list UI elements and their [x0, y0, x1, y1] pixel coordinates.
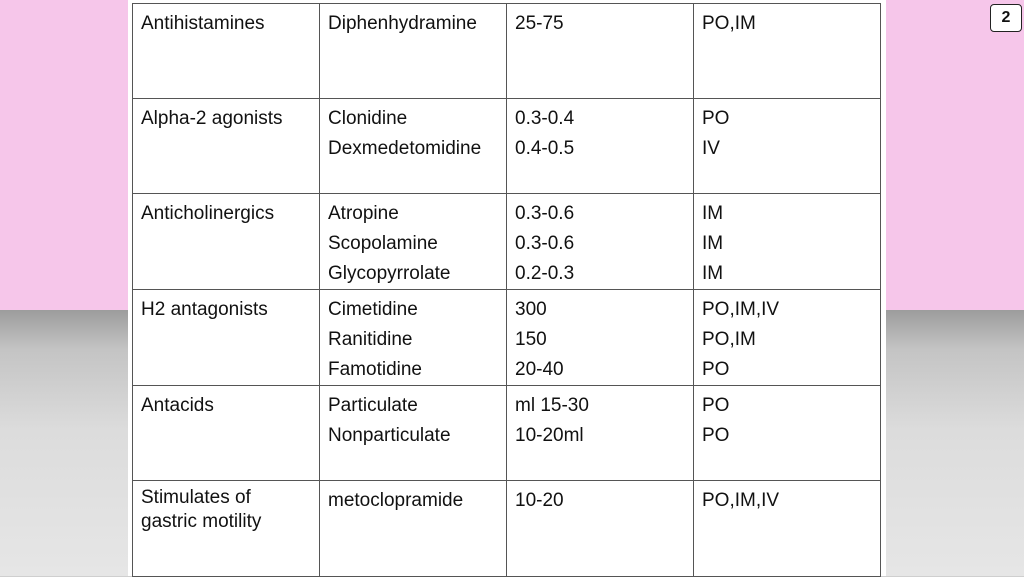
drug-name-cell-line: Diphenhydramine — [328, 13, 477, 34]
route-cell — [694, 194, 881, 290]
drug-name-cell-line: Nonparticulate — [328, 425, 451, 446]
drug-name-cell — [320, 194, 507, 290]
table-row — [133, 99, 881, 194]
drug-name-cell-line: metoclopramide — [328, 490, 464, 511]
dose-cell-line: 300 — [515, 299, 547, 320]
drug-name-cell-line: Scopolamine — [328, 233, 438, 254]
dose-cell — [507, 290, 694, 386]
drug-class-cell — [133, 386, 320, 481]
route-cell-line: PO — [702, 425, 730, 446]
table-row — [133, 386, 881, 481]
page-number-badge — [990, 4, 1022, 32]
table-row — [133, 194, 881, 290]
drug-name-cell — [320, 99, 507, 194]
route-cell-line: PO — [702, 108, 730, 129]
drug-name-cell-line: Particulate — [328, 395, 418, 416]
dose-cell-line: 20-40 — [515, 359, 564, 380]
route-cell-line: PO — [702, 359, 730, 380]
route-cell-line: IM — [702, 263, 724, 284]
premedication-drug-table — [132, 3, 881, 577]
route-cell-line: PO,IM — [702, 329, 756, 350]
drug-name-cell-line: Famotidine — [328, 359, 422, 380]
dose-cell-line: 0.3-0.6 — [515, 203, 575, 224]
route-cell — [694, 481, 881, 577]
route-cell — [694, 290, 881, 386]
drug-class-cell — [133, 194, 320, 290]
page-number: 2 — [1001, 9, 1011, 26]
route-cell-line: PO,IM,IV — [702, 490, 780, 511]
drug-name-cell — [320, 481, 507, 577]
drug-class-cell-line: Anticholinergics — [141, 203, 275, 224]
drug-class-cell — [133, 99, 320, 194]
drug-class-cell-line: Stimulates of gastric motility — [141, 487, 262, 532]
route-cell-line: IV — [702, 138, 720, 159]
dose-cell-line: 0.3-0.6 — [515, 233, 575, 254]
route-cell-line: IM — [702, 233, 724, 254]
route-cell-line: PO,IM — [702, 13, 756, 34]
drug-class-cell — [133, 4, 320, 99]
dose-cell-line: 0.4-0.5 — [515, 138, 575, 159]
dose-cell-line: 10-20ml — [515, 425, 584, 446]
drug-class-cell-line: Antihistamines — [141, 13, 265, 34]
table-row — [133, 290, 881, 386]
dose-cell-line: 150 — [515, 329, 547, 350]
dose-cell — [507, 386, 694, 481]
drug-name-cell-line: Dexmedetomidine — [328, 138, 482, 159]
drug-name-cell-line: Cimetidine — [328, 299, 418, 320]
drug-name-cell-line: Atropine — [328, 203, 399, 224]
dose-cell-line: ml 15-30 — [515, 395, 589, 416]
drug-class-cell — [133, 290, 320, 386]
drug-name-cell — [320, 290, 507, 386]
drug-name-cell-line: Clonidine — [328, 108, 408, 129]
drug-class-cell-line: H2 antagonists — [141, 299, 268, 320]
drug-name-cell — [320, 386, 507, 481]
drug-class-cell-line: Antacids — [141, 395, 214, 416]
route-cell — [694, 4, 881, 99]
table-row — [133, 481, 881, 577]
dose-cell-line: 25-75 — [515, 13, 564, 34]
dose-cell — [507, 4, 694, 99]
drug-name-cell-line: Glycopyrrolate — [328, 263, 451, 284]
dose-cell — [507, 194, 694, 290]
dose-cell-line: 0.3-0.4 — [515, 108, 575, 129]
drug-class-cell-line: Alpha-2 agonists — [141, 108, 283, 129]
dose-cell — [507, 99, 694, 194]
dose-cell-line: 10-20 — [515, 490, 564, 511]
drug-class-cell — [133, 481, 320, 577]
dose-cell — [507, 481, 694, 577]
drug-name-cell-line: Ranitidine — [328, 329, 413, 350]
route-cell-line: PO — [702, 395, 730, 416]
drug-name-cell — [320, 4, 507, 99]
table-row — [133, 4, 881, 99]
route-cell-line: PO,IM,IV — [702, 299, 780, 320]
route-cell — [694, 99, 881, 194]
route-cell — [694, 386, 881, 481]
route-cell-line: IM — [702, 203, 724, 224]
dose-cell-line: 0.2-0.3 — [515, 263, 575, 284]
